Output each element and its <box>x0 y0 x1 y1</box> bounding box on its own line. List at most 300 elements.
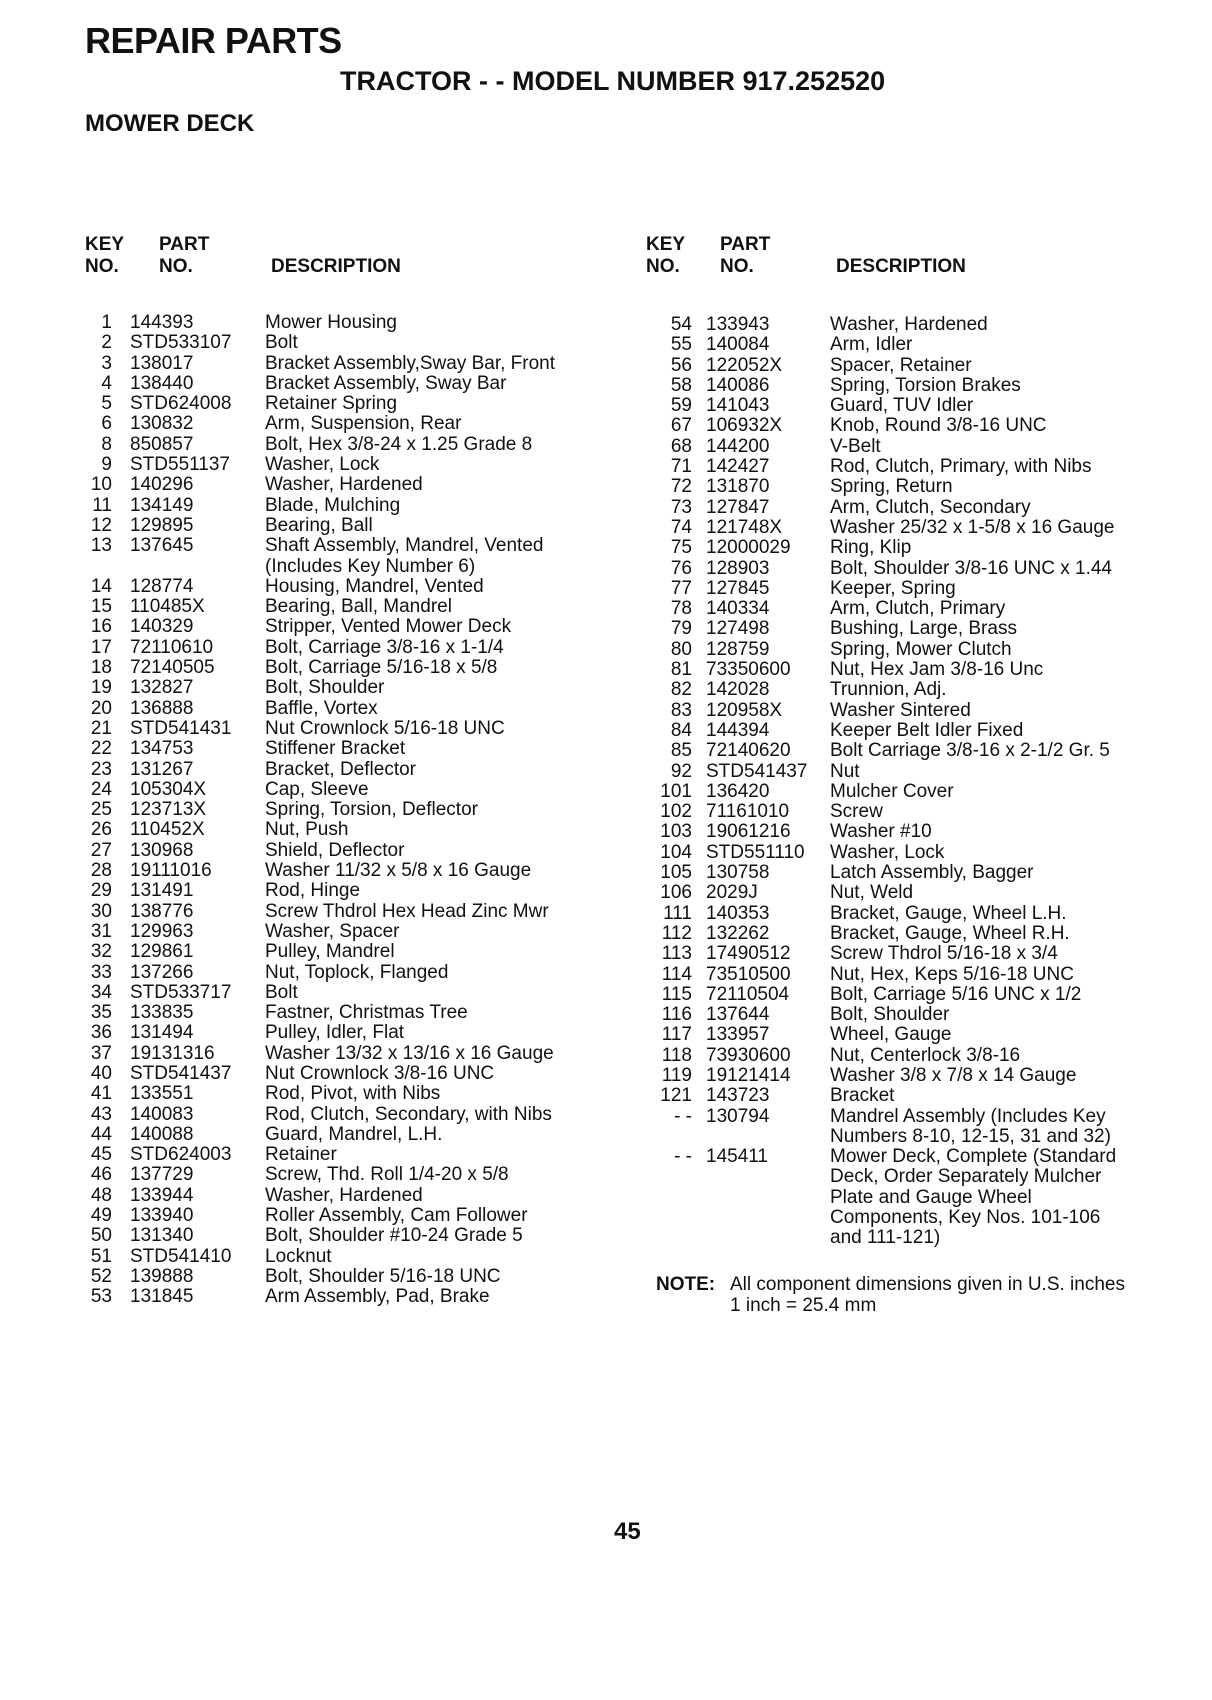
table-row <box>646 356 1166 376</box>
table-row <box>646 1005 1166 1025</box>
part-description: Arm Assembly, Pad, Brake <box>265 1286 490 1308</box>
table-row <box>80 394 600 414</box>
key-number: 82 <box>670 679 692 701</box>
key-number: 33 <box>90 961 112 983</box>
key-number: 106 <box>660 882 692 904</box>
key-number: 16 <box>90 616 112 638</box>
part-description: Arm, Clutch, Secondary <box>830 496 1031 518</box>
part-description: Bolt, Shoulder 5/16-18 UNC <box>265 1265 501 1287</box>
part-number: 105304X <box>130 778 207 800</box>
part-description: Deck, Order Separately Mulcher <box>830 1166 1102 1188</box>
key-number: 28 <box>90 860 112 882</box>
key-number: 8 <box>101 433 112 455</box>
key-number: 81 <box>670 659 692 681</box>
key-number: 116 <box>661 1004 692 1026</box>
table-row <box>646 1228 1166 1248</box>
table-row <box>80 374 600 394</box>
table-row <box>646 579 1166 599</box>
part-number: 143723 <box>706 1085 770 1107</box>
part-number: 110485X <box>130 596 205 618</box>
part-number: 136420 <box>706 780 770 802</box>
key-number: 19 <box>90 677 112 699</box>
table-row <box>80 577 600 597</box>
table-row <box>646 762 1166 782</box>
part-description: Bolt, Shoulder #10-24 Grade 5 <box>265 1225 523 1247</box>
part-description: Retainer <box>265 1144 337 1166</box>
table-row <box>80 597 600 617</box>
part-description: Washer, Hardened <box>265 474 423 496</box>
table-row <box>80 1003 600 1023</box>
key-number: 48 <box>90 1184 112 1206</box>
key-number: 44 <box>90 1123 112 1145</box>
table-row <box>646 1208 1166 1228</box>
part-description: Numbers 8-10, 12-15, 31 and 32) <box>830 1125 1111 1147</box>
table-row <box>80 333 600 353</box>
part-description: Nut Crownlock 3/8-16 UNC <box>265 1062 495 1084</box>
part-number: 133944 <box>130 1184 194 1206</box>
table-row <box>646 640 1166 660</box>
part-number: 131340 <box>130 1225 194 1247</box>
table-row <box>646 437 1166 457</box>
part-number: 73350600 <box>706 659 791 681</box>
key-number: 51 <box>90 1245 112 1267</box>
part-description: Bearing, Ball <box>265 514 373 536</box>
table-row <box>80 516 600 536</box>
part-number: STD541437 <box>706 760 808 782</box>
table-row <box>80 963 600 983</box>
part-description: Components, Key Nos. 101-106 <box>830 1207 1101 1229</box>
key-number: 50 <box>90 1225 112 1247</box>
key-number: 76 <box>670 557 692 579</box>
key-number: 92 <box>670 760 692 782</box>
part-number: 72140620 <box>706 740 791 762</box>
part-number: 110452X <box>130 819 205 841</box>
part-number: 71161010 <box>706 801 790 823</box>
part-number: 129895 <box>130 514 194 536</box>
table-row <box>646 315 1166 335</box>
part-description: Ring, Klip <box>830 537 912 559</box>
part-number: 131267 <box>130 758 194 780</box>
part-number: 128903 <box>706 557 770 579</box>
part-description: Keeper Belt Idler Fixed <box>830 719 1024 741</box>
part-description: Nut, Push <box>265 819 349 841</box>
page-number: 45 <box>614 1518 641 1545</box>
part-number: 134753 <box>130 738 194 760</box>
key-number: 101 <box>660 780 692 802</box>
table-row <box>80 1287 600 1307</box>
table-row <box>646 863 1166 883</box>
key-number: 68 <box>670 435 692 457</box>
table-row <box>80 496 600 516</box>
key-number: 11 <box>92 494 112 516</box>
part-number: 129963 <box>130 920 194 942</box>
part-number: 17490512 <box>706 943 791 965</box>
table-row <box>646 680 1166 700</box>
part-description: Nut <box>830 760 860 782</box>
part-description: Bolt <box>265 332 298 354</box>
part-number: 139888 <box>130 1265 194 1287</box>
key-number: 59 <box>670 395 692 417</box>
table-row <box>80 1084 600 1104</box>
part-number: 136888 <box>130 697 194 719</box>
key-number: 35 <box>90 1002 112 1024</box>
part-number: 106932X <box>706 415 783 437</box>
part-description: Latch Assembly, Bagger <box>830 862 1034 884</box>
part-number: 144394 <box>706 719 770 741</box>
part-description: Shaft Assembly, Mandrel, Vented <box>265 535 544 557</box>
table-row <box>646 457 1166 477</box>
part-description: Bolt Carriage 3/8-16 x 2-1/2 Gr. 5 <box>830 740 1110 762</box>
part-description: Washer, Hardened <box>830 314 988 335</box>
description-header: DESCRIPTION <box>271 256 401 277</box>
part-number: 127845 <box>706 577 770 599</box>
table-row <box>80 354 600 374</box>
right-parts-list <box>646 315 1166 1249</box>
table-row <box>80 841 600 861</box>
table-row <box>80 1247 600 1267</box>
table-row <box>646 944 1166 964</box>
part-number: 130968 <box>130 839 194 861</box>
part-number: STD551110 <box>706 841 805 863</box>
table-row <box>646 843 1166 863</box>
part-number: 72140505 <box>130 657 215 679</box>
key-number: 117 <box>661 1024 692 1046</box>
part-description: Stiffener Bracket <box>265 738 406 760</box>
part-description: Mower Deck, Complete (Standard <box>830 1146 1117 1168</box>
part-description: Mandrel Assembly (Includes Key <box>830 1105 1106 1127</box>
key-number: 84 <box>670 719 692 741</box>
part-description: Bracket, Gauge, Wheel L.H. <box>830 902 1067 924</box>
part-number: STD624008 <box>130 393 232 415</box>
table-row <box>80 557 600 577</box>
key-header-no: NO. <box>85 256 119 277</box>
table-row <box>80 1105 600 1125</box>
part-number: 128774 <box>130 575 194 597</box>
table-row <box>646 883 1166 903</box>
part-description: Screw, Thd. Roll 1/4-20 x 5/8 <box>265 1164 509 1186</box>
part-description: Washer, Lock <box>265 454 380 476</box>
table-row <box>646 376 1166 396</box>
part-number: 130794 <box>706 1105 770 1127</box>
table-row <box>646 619 1166 639</box>
part-number: 123713X <box>130 799 207 821</box>
part-number: 72110610 <box>130 636 214 658</box>
table-row <box>646 1046 1166 1066</box>
key-number: 75 <box>670 537 692 559</box>
part-number: 140296 <box>130 474 194 496</box>
part-description: Mulcher Cover <box>830 780 954 802</box>
table-row <box>80 475 600 495</box>
key-number: 17 <box>90 636 112 658</box>
part-description: Nut, Toplock, Flanged <box>265 961 449 983</box>
key-number: 27 <box>90 839 112 861</box>
table-row <box>646 660 1166 680</box>
key-number: 20 <box>90 697 112 719</box>
part-number: 140083 <box>130 1103 194 1125</box>
key-number: 67 <box>670 415 692 437</box>
part-number: 144200 <box>706 435 770 457</box>
part-description: Bolt, Hex 3/8-24 x 1.25 Grade 8 <box>265 433 533 455</box>
part-description: Washer Sintered <box>830 699 971 721</box>
key-number: 15 <box>90 596 112 618</box>
key-number: 105 <box>660 862 692 884</box>
part-description: Nut, Centerlock 3/8-16 <box>830 1044 1021 1066</box>
key-number: 113 <box>661 943 692 965</box>
table-row <box>80 1186 600 1206</box>
part-number: 132262 <box>706 922 770 944</box>
key-number: 13 <box>90 535 112 557</box>
part-number: 137266 <box>130 961 194 983</box>
part-description: Washer 13/32 x 13/16 x 16 Gauge <box>265 1042 554 1064</box>
part-description: Nut, Hex, Keps 5/16-18 UNC <box>830 963 1074 985</box>
part-number: 72110504 <box>706 983 790 1005</box>
part-description: Pulley, Idler, Flat <box>265 1022 405 1044</box>
section-heading: MOWER DECK <box>85 110 255 137</box>
part-description: Plate and Gauge Wheel <box>830 1186 1032 1208</box>
part-description: Bolt, Shoulder <box>830 1004 950 1026</box>
key-number: 52 <box>90 1265 112 1287</box>
part-number: 131494 <box>130 1022 194 1044</box>
part-description: Nut Crownlock 5/16-18 UNC <box>265 717 505 739</box>
table-row <box>80 1145 600 1165</box>
part-number: 140084 <box>706 334 770 356</box>
part-description: Retainer Spring <box>265 393 398 415</box>
part-description: Pulley, Mandrel <box>265 941 395 963</box>
key-number: 102 <box>660 801 692 823</box>
table-row <box>646 721 1166 741</box>
part-description: Screw <box>830 801 883 823</box>
table-row <box>646 1107 1166 1127</box>
part-description: Bolt, Shoulder <box>265 677 385 699</box>
key-number: 118 <box>661 1044 692 1066</box>
part-number: 137644 <box>706 1004 770 1026</box>
part-description: (Includes Key Number 6) <box>265 555 476 577</box>
part-description: Bolt, Shoulder 3/8-16 UNC x 1.44 <box>830 557 1112 579</box>
key-number: 121 <box>660 1085 692 1107</box>
part-description: Bracket, Deflector <box>265 758 416 780</box>
part-description: Bearing, Ball, Mandrel <box>265 596 452 618</box>
table-row <box>80 1023 600 1043</box>
table-row <box>80 414 600 434</box>
key-number: 54 <box>670 314 692 335</box>
note-conversion: 1 inch = 25.4 mm <box>730 1295 877 1316</box>
part-header-no: NO. <box>159 256 193 277</box>
note-text: All component dimensions given in U.S. inches <box>730 1274 1125 1295</box>
table-row <box>80 881 600 901</box>
table-row <box>646 396 1166 416</box>
table-row <box>80 699 600 719</box>
key-number: 30 <box>90 900 112 922</box>
table-row <box>80 1206 600 1226</box>
part-description: Fastner, Christmas Tree <box>265 1002 468 1024</box>
key-number: 45 <box>90 1144 112 1166</box>
part-description: Washer #10 <box>830 821 932 843</box>
key-header: KEY <box>85 234 125 255</box>
part-description: Guard, Mandrel, L.H. <box>265 1123 443 1145</box>
key-number: 43 <box>90 1103 112 1125</box>
table-row <box>80 1064 600 1084</box>
key-number: 83 <box>670 699 692 721</box>
key-number: 46 <box>90 1164 112 1186</box>
part-number: STD541410 <box>130 1245 232 1267</box>
key-number: 6 <box>101 413 112 435</box>
part-description: Trunnion, Adj. <box>830 679 947 701</box>
part-description: V-Belt <box>830 435 881 457</box>
key-number: 37 <box>90 1042 112 1064</box>
part-number: 145411 <box>706 1146 768 1168</box>
table-row <box>646 924 1166 944</box>
part-description: Rod, Hinge <box>265 880 361 902</box>
part-number: 120958X <box>706 699 783 721</box>
part-number: 131491 <box>130 880 194 902</box>
part-description: Spring, Torsion, Deflector <box>265 799 478 821</box>
part-description: Washer, Lock <box>830 841 945 863</box>
table-row <box>646 802 1166 822</box>
key-number: 41 <box>90 1083 112 1105</box>
table-row <box>646 985 1166 1005</box>
part-number: 142028 <box>706 679 770 701</box>
part-description: Roller Assembly, Cam Follower <box>265 1205 528 1227</box>
table-row <box>80 617 600 637</box>
key-number: 114 <box>661 963 692 985</box>
part-number: STD533717 <box>130 981 232 1003</box>
table-row <box>646 1025 1166 1045</box>
table-row <box>646 822 1166 842</box>
table-row <box>646 1066 1166 1086</box>
part-description: Arm, Clutch, Primary <box>830 598 1006 620</box>
part-number: 131870 <box>706 476 770 498</box>
part-number: 12000029 <box>706 537 791 559</box>
part-description: Wheel, Gauge <box>830 1024 952 1046</box>
table-row <box>646 701 1166 721</box>
table-row <box>80 983 600 1003</box>
part-number: 128759 <box>706 638 770 660</box>
part-header: PART <box>159 234 210 255</box>
part-description: Washer, Spacer <box>265 920 400 942</box>
part-number: 127498 <box>706 618 770 640</box>
part-number: 140334 <box>706 598 770 620</box>
table-row <box>80 780 600 800</box>
table-row <box>80 536 600 556</box>
part-number: 142427 <box>706 456 770 478</box>
key-number: 34 <box>90 981 112 1003</box>
part-description: Spring, Return <box>830 476 953 498</box>
key-number: 26 <box>90 819 112 841</box>
table-row <box>80 1267 600 1287</box>
table-row <box>646 1167 1166 1187</box>
table-row <box>80 638 600 658</box>
table-row <box>80 922 600 942</box>
part-number: 138440 <box>130 372 194 394</box>
key-number: 79 <box>670 618 692 640</box>
page-title: REPAIR PARTS <box>85 20 342 61</box>
note-label: NOTE: <box>656 1274 716 1295</box>
key-number: 77 <box>670 577 692 599</box>
table-row <box>646 1127 1166 1147</box>
part-description: Washer, Hardened <box>265 1184 423 1206</box>
part-number: 130832 <box>130 413 194 435</box>
part-description: Washer 25/32 x 1-5/8 x 16 Gauge <box>830 516 1115 538</box>
table-row <box>80 1044 600 1064</box>
part-number: 122052X <box>706 354 783 376</box>
table-row <box>80 942 600 962</box>
part-description: Bolt, Carriage 5/16-18 x 5/8 <box>265 657 498 679</box>
key-number: 5 <box>101 393 112 415</box>
key-number: 3 <box>101 352 112 374</box>
part-description: Bolt, Carriage 3/8-16 x 1-1/4 <box>265 636 504 658</box>
key-number: 10 <box>90 474 112 496</box>
part-description: Shield, Deflector <box>265 839 405 861</box>
table-row <box>80 739 600 759</box>
part-description: Bushing, Large, Brass <box>830 618 1017 640</box>
part-description: Keeper, Spring <box>830 577 956 599</box>
table-row <box>80 719 600 739</box>
part-number: 133940 <box>130 1205 194 1227</box>
key-number: 111 <box>663 902 692 924</box>
part-number: 73930600 <box>706 1044 791 1066</box>
part-description: Baffle, Vortex <box>265 697 378 719</box>
part-number: 140086 <box>706 374 770 396</box>
table-row <box>646 477 1166 497</box>
key-number: 29 <box>90 880 112 902</box>
part-description: Cap, Sleeve <box>265 778 369 800</box>
left-column-header <box>85 234 535 284</box>
part-number: 140088 <box>130 1123 194 1145</box>
part-description: Spring, Mower Clutch <box>830 638 1012 660</box>
table-row <box>646 498 1166 518</box>
model-heading: TRACTOR - - MODEL NUMBER 917.252520 <box>340 66 886 96</box>
part-description: Spring, Torsion Brakes <box>830 374 1021 396</box>
key-number: 22 <box>90 738 112 760</box>
part-description: Washer 11/32 x 5/8 x 16 Gauge <box>265 860 532 882</box>
table-row <box>646 335 1166 355</box>
table-row <box>80 861 600 881</box>
key-number: 1 <box>101 312 112 333</box>
key-number: 31 <box>90 920 112 942</box>
key-number: 21 <box>90 717 112 739</box>
part-description: Bolt, Carriage 5/16 UNC x 1/2 <box>830 983 1082 1005</box>
key-number: 80 <box>670 638 692 660</box>
table-row <box>80 1165 600 1185</box>
key-number: 25 <box>90 799 112 821</box>
key-number: 115 <box>661 983 692 1005</box>
key-number: 55 <box>670 334 692 356</box>
part-number: 133551 <box>130 1083 194 1105</box>
part-description: Nut, Hex Jam 3/8-16 Unc <box>830 659 1044 681</box>
part-description: Arm, Suspension, Rear <box>265 413 462 435</box>
part-number: 140329 <box>130 616 194 638</box>
table-row <box>646 904 1166 924</box>
part-number: 129861 <box>130 941 194 963</box>
part-description: Arm, Idler <box>830 334 913 356</box>
table-row <box>80 800 600 820</box>
part-description: Nut, Weld <box>830 882 914 904</box>
key-number: 71 <box>670 456 692 478</box>
table-row <box>646 1188 1166 1208</box>
key-number: 24 <box>90 778 112 800</box>
key-number: 56 <box>670 354 692 376</box>
table-row <box>80 760 600 780</box>
table-row <box>646 782 1166 802</box>
part-number: 133943 <box>706 314 770 335</box>
right-column-header <box>646 234 1096 284</box>
key-number: 40 <box>90 1062 112 1084</box>
table-row <box>80 313 600 333</box>
key-number: 2 <box>101 332 112 354</box>
part-description: Rod, Clutch, Primary, with Nibs <box>830 456 1092 478</box>
key-number: 4 <box>101 372 112 394</box>
part-number: 134149 <box>130 494 194 516</box>
